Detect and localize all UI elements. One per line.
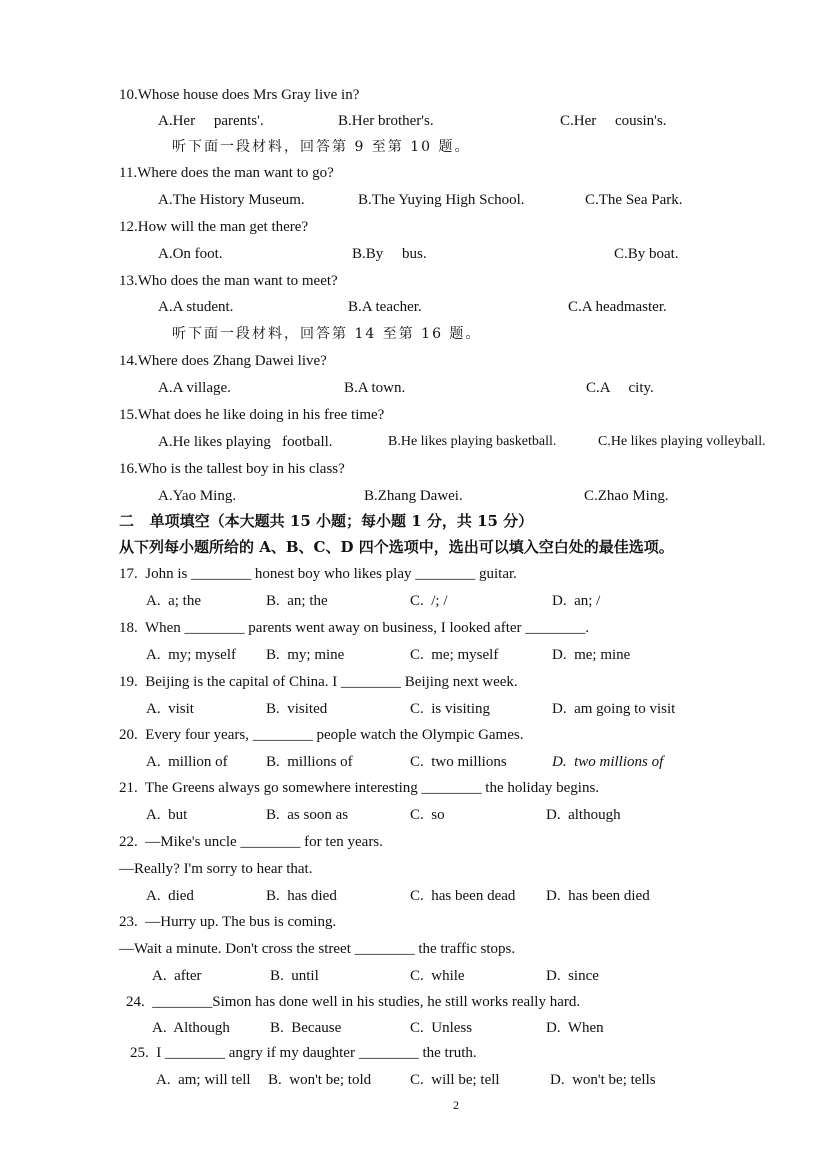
question-23-stem: 23. —Hurry up. The bus is coming.: [119, 914, 337, 930]
question-19-stem: 19. Beijing is the capital of China. I ________ Beijing next week.: [119, 674, 518, 690]
section-2-instruction: 从下列每小题所给的 A、B、C、D 四个选项中，选出可以填入空白处的最佳选项。: [119, 538, 674, 556]
question-15-text: 15.What does he like doing in his free time?: [119, 407, 385, 423]
q12-option-a: A.On foot.: [158, 246, 223, 262]
q20-option-c: C. two millions: [410, 754, 507, 770]
q22-option-d: D. has been died: [546, 888, 650, 904]
q23-option-b: B. until: [270, 968, 319, 984]
q21-option-a: A. but: [146, 807, 188, 823]
question-12-text: 12.How will the man get there?: [119, 219, 309, 235]
q15-option-c: C.He likes playing volleyball.: [598, 434, 766, 449]
q11-option-b: B.The Yuying High School.: [358, 192, 525, 208]
instruction-9-10: 听下面一段材料，回答第 9 至第 10 题。: [172, 139, 471, 155]
question-22-reply: —Really? I'm sorry to hear that.: [119, 861, 313, 877]
q25-option-c: C. will be; tell: [410, 1072, 500, 1088]
q17-option-a: A. a; the: [146, 593, 201, 609]
question-21-stem: 21. The Greens always go somewhere interesting ________ the holiday begins.: [119, 780, 600, 796]
q12-option-c: C.By boat.: [614, 246, 679, 262]
q14-option-a: A.A village.: [158, 380, 231, 396]
q14-option-b: B.A town.: [344, 380, 406, 396]
q22-option-c: C. has been dead: [410, 888, 516, 904]
question-24-stem: 24. ________Simon has done well in his studies, he still works really hard.: [126, 994, 581, 1010]
q16-option-a: A.Yao Ming.: [158, 488, 237, 504]
question-22-stem: 22. —Mike's uncle ________ for ten years.: [119, 834, 383, 850]
page-number: 2: [453, 1098, 459, 1112]
q17-option-b: B. an; the: [266, 593, 328, 609]
q25-option-a: A. am; will tell: [156, 1072, 251, 1088]
q17-option-d: D. an; /: [552, 593, 601, 609]
q18-option-a: A. my; myself: [146, 647, 236, 663]
q18-option-b: B. my; mine: [266, 647, 345, 663]
q16-option-c: C.Zhao Ming.: [584, 488, 669, 504]
q13-option-b: B.A teacher.: [348, 299, 422, 315]
q25-option-b: B. won't be; told: [268, 1072, 372, 1088]
q16-option-b: B.Zhang Dawei.: [364, 488, 463, 504]
q19-option-d: D. am going to visit: [552, 701, 676, 717]
question-11-text: 11.Where does the man want to go?: [119, 165, 334, 181]
q24-option-a: A. Although: [152, 1020, 230, 1036]
q18-option-d: D. me; mine: [552, 647, 631, 663]
q15-option-a: A.He likes playing football.: [158, 434, 333, 450]
q14-option-c: C.A city.: [586, 380, 654, 396]
q11-option-a: A.The History Museum.: [158, 192, 305, 208]
question-23-reply: —Wait a minute. Don't cross the street ________ the traffic stops.: [119, 941, 516, 957]
q25-option-d: D. won't be; tells: [550, 1072, 656, 1088]
q24-option-b: B. Because: [270, 1020, 342, 1036]
question-16-text: 16.Who is the tallest boy in his class?: [119, 461, 345, 477]
q10-option-a: A.Her parents'.: [158, 113, 264, 129]
question-13-text: 13.Who does the man want to meet?: [119, 273, 338, 289]
q12-option-b: B.By bus.: [352, 246, 427, 262]
q23-option-c: C. while: [410, 968, 465, 984]
q20-option-b: B. millions of: [266, 754, 353, 770]
q13-option-a: A.A student.: [158, 299, 234, 315]
q21-option-c: C. so: [410, 807, 445, 823]
q15-option-b: B.He likes playing basketball.: [388, 434, 557, 449]
question-20-stem: 20. Every four years, ________ people watch the Olympic Games.: [119, 727, 524, 743]
question-14-text: 14.Where does Zhang Dawei live?: [119, 353, 327, 369]
q23-option-d: D. since: [546, 968, 599, 984]
q13-option-c: C.A headmaster.: [568, 299, 667, 315]
q22-option-a: A. died: [146, 888, 194, 904]
q18-option-c: C. me; myself: [410, 647, 499, 663]
q21-option-d: D. although: [546, 807, 621, 823]
q20-option-d: D. two millions of: [552, 754, 664, 770]
question-10-text: 10.Whose house does Mrs Gray live in?: [119, 87, 360, 103]
q19-option-c: C. is visiting: [410, 701, 491, 717]
q23-option-a: A. after: [152, 968, 202, 984]
q22-option-b: B. has died: [266, 888, 337, 904]
q19-option-a: A. visit: [146, 701, 194, 717]
q10-option-b: B.Her brother's.: [338, 113, 434, 129]
q24-option-d: D. When: [546, 1020, 604, 1036]
q20-option-a: A. million of: [146, 754, 228, 770]
instruction-14-16: 听下面一段材料，回答第 14 至第 16 题。: [172, 326, 482, 342]
question-17-stem: 17. John is ________ honest boy who likes play ________ guitar.: [119, 566, 517, 582]
q11-option-c: C.The Sea Park.: [585, 192, 683, 208]
q10-option-c: C.Her cousin's.: [560, 113, 667, 129]
q19-option-b: B. visited: [266, 701, 328, 717]
q21-option-b: B. as soon as: [266, 807, 349, 823]
q17-option-c: C. /; /: [410, 593, 448, 609]
question-18-stem: 18. When ________ parents went away on business, I looked after ________.: [119, 620, 590, 636]
section-2-heading: 二 单项填空（本大题共 15 小题；每小题 1 分，共 15 分）: [119, 512, 534, 530]
q24-option-c: C. Unless: [410, 1020, 473, 1036]
question-25-stem: 25. I ________ angry if my daughter ________ the truth.: [130, 1045, 477, 1061]
